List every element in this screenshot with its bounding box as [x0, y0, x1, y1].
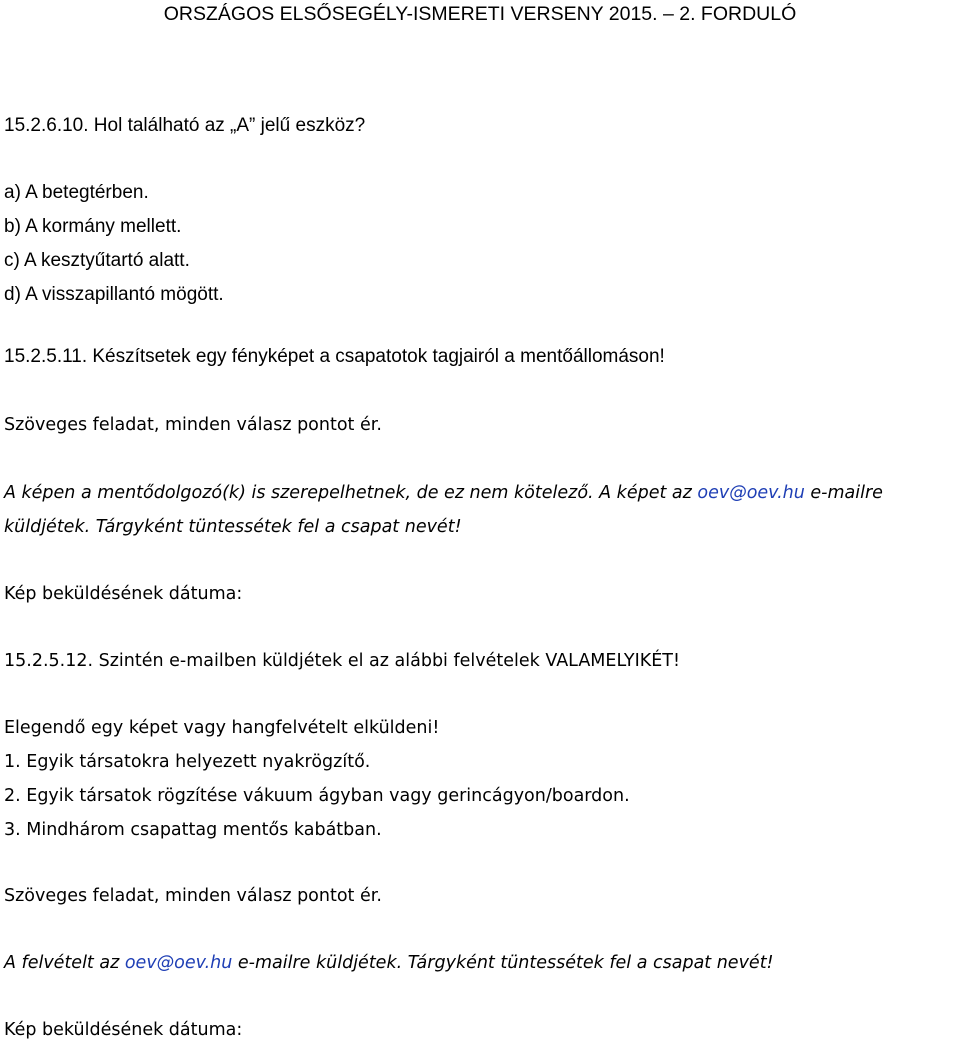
question-12-email-link[interactable]: oev@oev.hu — [124, 953, 233, 973]
question-11-instruction-part1: A képen a mentődolgozó(k) is szerepelhetnek, de ez nem kötelező. A képet az — [4, 483, 698, 503]
question-11-instruction-part2: e-mailre — [804, 483, 883, 503]
question-11-scoring: Szöveges feladat, minden válasz pontot ér. — [4, 415, 382, 435]
list-item-2: 2. Egyik társatok rögzítése vákuum ágyban vagy gerincágyon/boardon. — [4, 786, 630, 806]
question-12-note: Elegendő egy képet vagy hangfelvételt elküldeni! — [4, 718, 440, 738]
page-header-title: ORSZÁGOS ELSŐSEGÉLY-ISMERETI VERSENY 2015. – 2. FORDULÓ — [163, 3, 797, 25]
question-11-instruction-line1 — [4, 481, 883, 505]
option-c: c) A kesztyűtartó alatt. — [4, 250, 190, 271]
question-12-date-label: Kép beküldésének dátuma: — [4, 1020, 243, 1040]
question-11-instruction-line2: küldjétek. Tárgyként tüntessétek fel a csapat nevét! — [4, 517, 462, 537]
question-12-scoring: Szöveges feladat, minden válasz pontot ér. — [4, 886, 382, 906]
question-12-instruction-part1: A felvételt az — [4, 953, 125, 973]
question-10-text: 15.2.6.10. Hol található az „A” jelű eszköz? — [4, 115, 366, 136]
list-item-3: 3. Mindhárom csapattag mentős kabátban. — [4, 820, 382, 840]
question-12-instruction — [4, 951, 774, 975]
option-a: a) A betegtérben. — [4, 182, 149, 203]
question-11-text: 15.2.5.11. Készítsetek egy fényképet a csapatotok tagjairól a mentőállomáson! — [4, 346, 665, 367]
option-d: d) A visszapillantó mögött. — [4, 284, 224, 305]
question-11-date-label: Kép beküldésének dátuma: — [4, 584, 243, 604]
question-12-instruction-part2: e-mailre küldjétek. Tárgyként tüntessétek fel a csapat nevét! — [232, 953, 774, 973]
option-b: b) A kormány mellett. — [4, 216, 182, 237]
question-12-text: 15.2.5.12. Szintén e-mailben küldjétek el az alábbi felvételek VALAMELYIKÉT! — [4, 651, 680, 671]
question-11-email-link[interactable]: oev@oev.hu — [697, 483, 805, 503]
list-item-1: 1. Egyik társatokra helyezett nyakrögzítő. — [4, 752, 371, 772]
